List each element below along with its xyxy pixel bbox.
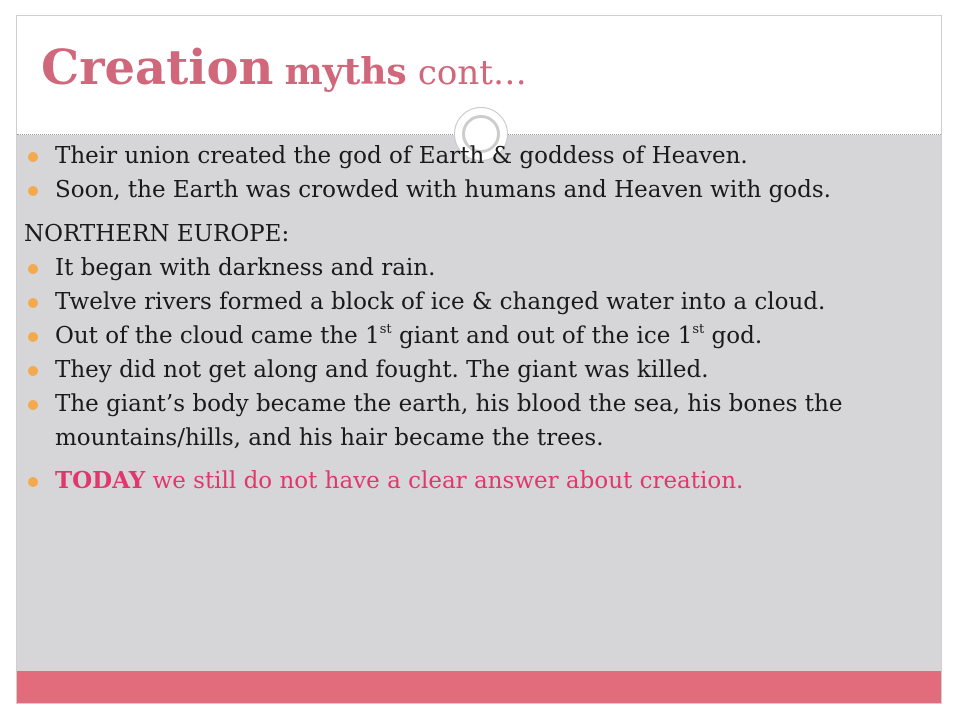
title-word-cont: cont…: [417, 53, 527, 93]
slide-body: [24, 139, 914, 498]
list-item: They did not get along and fought. The giant was killed.: [24, 353, 914, 387]
list-item: It began with darkness and rain.: [24, 251, 914, 285]
slide-title: [41, 40, 527, 96]
list-item-text: god.: [704, 323, 763, 349]
list-item-text: giant and out of the ice 1: [391, 323, 693, 349]
closing-statement: [24, 464, 914, 498]
list-item: Soon, the Earth was crowded with humans and Heaven with gods.: [24, 173, 914, 207]
footer-bar: [17, 671, 941, 703]
ordinal-suffix: st: [379, 322, 392, 337]
list-item: [24, 319, 914, 353]
list-item: Their union created the god of Earth & goddess of Heaven.: [24, 139, 914, 173]
section-heading: NORTHERN EUROPE:: [24, 221, 290, 247]
title-word-myths: myths: [284, 51, 407, 93]
closing-text: we still do not have a clear answer about creation.: [145, 468, 744, 494]
list-item: Twelve rivers formed a block of ice & changed water into a cloud.: [24, 285, 914, 319]
list-item: The giant’s body became the earth, his blood the sea, his bones the mountains/hills, and his hair became the trees.: [24, 387, 914, 455]
emphasis-today: TODAY: [55, 467, 146, 494]
list-item-text: Out of the cloud came the 1: [55, 323, 380, 349]
ordinal-suffix: st: [692, 322, 705, 337]
title-word-creation: Creation: [41, 40, 274, 96]
